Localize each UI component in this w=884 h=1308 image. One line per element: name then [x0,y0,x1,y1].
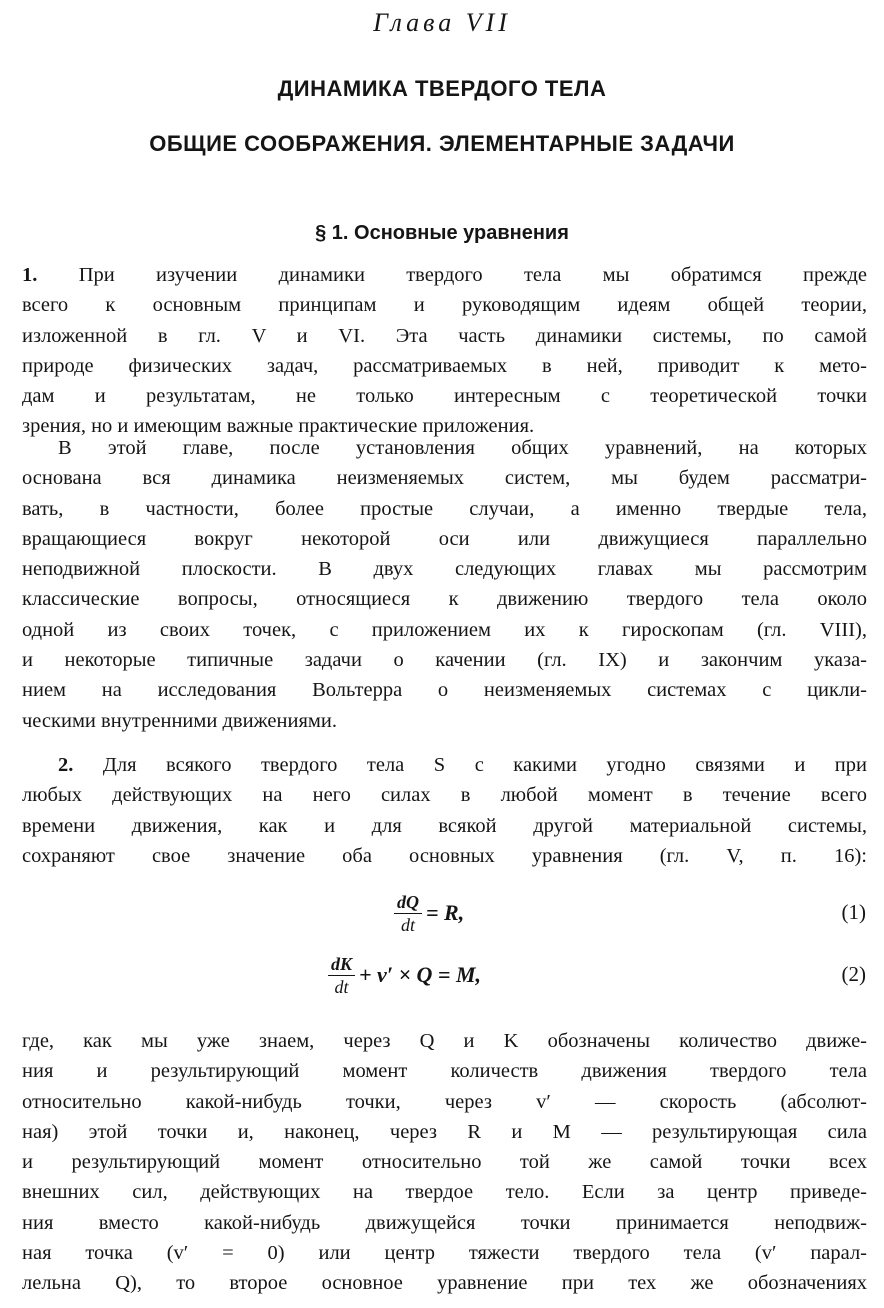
fraction-numerator: dQ [394,891,422,914]
text-line: времени движения, как и для всякой другой материальной системы, [22,814,867,837]
text-line: природе физических задач, рассматриваемых в ней, приводит к мето- [22,354,867,377]
text-line: классические вопросы, относящиеся к движению твердого тела около [22,588,867,611]
text-line: лельна Q), то второе основное уравнение при тех же обозначениях [22,1272,867,1295]
chapter-subtitle: ОБЩИЕ СООБРАЖЕНИЯ. ЭЛЕМЕНТАРНЫЕ ЗАДАЧИ [149,131,735,156]
equation-body: = R, [426,900,465,925]
fraction-numerator: dK [328,953,355,976]
text-line: одной из своих точек, с приложением их к гироскопам (гл. VIII), [22,618,867,641]
section-heading: § 1. Основные уравнения [315,222,569,244]
paragraph-3 [22,750,867,871]
text-line: основана вся динамика неизменяемых систем, мы будем рассматри- [22,467,867,490]
text-line: вать, в частности, более простые случаи, а именно твердые тела, [22,497,867,520]
text-line: внешних сил, действующих на твердое тело. Если за центр приведе- [22,1181,867,1204]
equation-1 [0,888,884,938]
fraction [328,953,355,998]
equation-number: (2) [841,962,866,986]
text-line: где, как мы уже знаем, через Q и K обозначены количество движе- [22,1030,867,1052]
text-line: вращающиеся вокруг некоторой оси или движущиеся параллельно [22,527,867,550]
text-line: зрения, но и имеющим важные практические приложения. [22,415,535,438]
chapter-heading: Глава VII [373,8,511,37]
text-line: ния вместо какой-нибудь движущейся точки принимается неподвиж- [22,1211,867,1234]
text-line: При изучении динамики твердого тела мы обратимся прежде [37,264,867,286]
equation-body: + v′ × Q = M, [359,962,482,987]
text-line: изложенной в гл. V и VI. Эта часть динамики системы, по самой [22,324,867,347]
text-line: и результирующий момент относительно той же самой точки всех [22,1151,867,1174]
equation-number: (1) [841,900,866,924]
text-line: всего к основным принципам и руководящим идеям общей теории, [22,294,867,317]
text-line: ная точка (v′ = 0) или центр тяжести твердого тела (v′ парал- [22,1242,867,1265]
paragraph-number: 2. [58,754,74,776]
text-line: любых действующих на него силах в любой момент в течение всего [22,784,867,807]
paragraph-number: 1. [22,264,38,286]
paragraph-2 [22,433,867,736]
paragraph-1 [22,260,867,442]
text-line: В этой главе, после установления общих уравнений, на которых [58,437,867,459]
fraction-denominator: dt [334,976,349,997]
fraction-denominator: dt [400,914,415,935]
text-line: неподвижной плоскости. В двух следующих главах мы рассмотрим [22,558,867,581]
text-line: сохраняют свое значение оба основных уравнения (гл. V, п. 16): [22,844,867,867]
text-line: и некоторые типичные задачи о качении (гл. IX) и закончим указа- [22,649,867,672]
chapter-title: ДИНАМИКА ТВЕРДОГО ТЕЛА [277,76,607,101]
fraction [394,891,422,936]
text-line: нием на исследования Вольтерра о неизменяемых системах с цикли- [22,679,867,702]
text-line: Для всякого твердого тела S с какими угодно связями и при [73,754,867,776]
text-line: относительно какой-нибудь точки, через v′ — скорость (абсолют- [22,1090,867,1113]
equation-2 [0,950,884,1000]
paragraph-4 [22,1026,867,1299]
text-line: ная) этой точки и, наконец, через R и M — результирующая сила [22,1120,867,1143]
text-line: дам и результатам, не только интересным с теоретической точки [22,385,867,408]
text-line: ческими внутренними движениями. [22,709,337,732]
text-line: ния и результирующий момент количеств движения твердого тела [22,1060,867,1083]
